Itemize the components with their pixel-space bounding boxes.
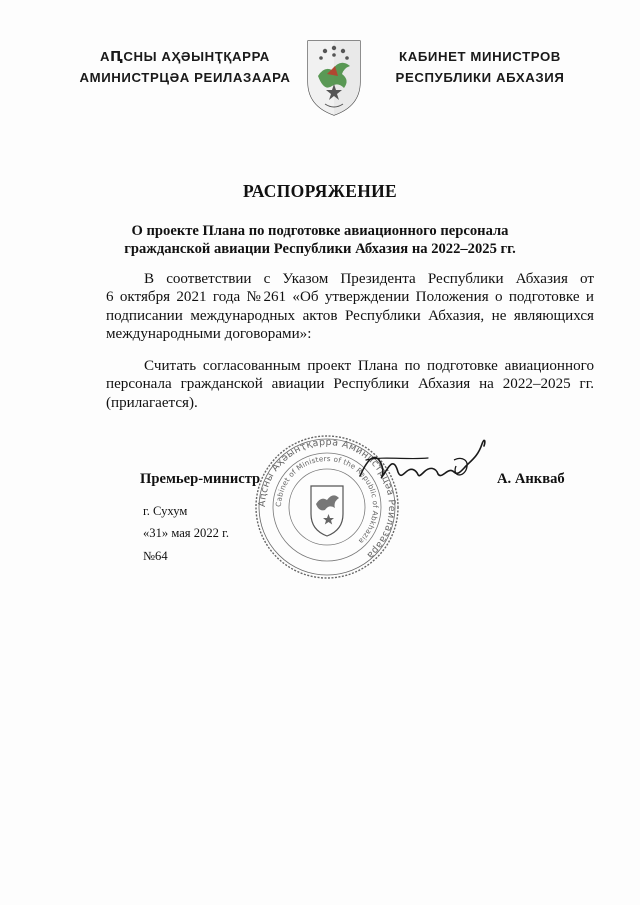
- paragraph-line: (прилагается).: [106, 394, 198, 411]
- paragraph-line: В соответствии с Указом Президента Республики Абхазия от: [144, 271, 594, 287]
- document-place: г. Сухум: [143, 504, 188, 518]
- signatory-position: Премьер-министр: [140, 471, 261, 487]
- seal-outer-text: Аԥсны Аҳәынҭқарра Аминистрцәа Реилазаара: [256, 436, 398, 561]
- subject-line-2: гражданской авиации Республики Абхазия на 2022–2025 гг.: [124, 241, 516, 257]
- header-left-line2: АМИНИСТРЦӘА РЕИЛАЗААРА: [79, 70, 291, 85]
- coat-of-arms-icon: [305, 38, 363, 118]
- header-right: [370, 46, 590, 88]
- header-right-line1: КАБИНЕТ МИНИСТРОВ: [399, 49, 561, 64]
- header-left: [70, 46, 300, 88]
- paragraph-line: 6 октября 2021 года №261 «Об утверждении Положения о подготовке и: [106, 289, 594, 306]
- header-left-line1: АԤСНЫ АҲӘЫНҬҚАРРА: [100, 49, 270, 64]
- paragraph-line: подписании международных актов Республики Абхазия, не являющихся: [106, 307, 594, 324]
- paragraph-resolution: [106, 357, 594, 412]
- paragraph-line: международными договорами»:: [106, 326, 312, 343]
- paragraph-line: Считать согласованным проект Плана по подготовке авиационного: [144, 358, 594, 374]
- paragraph-basis: [106, 270, 594, 344]
- seal-inner-text: Cabinet of Ministers of the Republic of Abkhazia: [273, 453, 381, 546]
- document-number: №64: [143, 549, 168, 563]
- paragraph-line: персонала гражданской авиации Республики Абхазия на 2022–2025 гг.: [106, 376, 594, 393]
- header-right-line2: РЕСПУБЛИКИ АБХАЗИЯ: [395, 70, 565, 85]
- document-date: «31» мая 2022 г.: [143, 526, 229, 540]
- subject-line-1: О проекте Плана по подготовке авиационного персонала: [131, 223, 509, 239]
- signatory-name: А. Анкваб: [497, 471, 565, 487]
- document-subject: [100, 222, 540, 258]
- handwritten-signature-icon: [358, 436, 490, 500]
- document-title: РАСПОРЯЖЕНИЕ: [242, 181, 397, 201]
